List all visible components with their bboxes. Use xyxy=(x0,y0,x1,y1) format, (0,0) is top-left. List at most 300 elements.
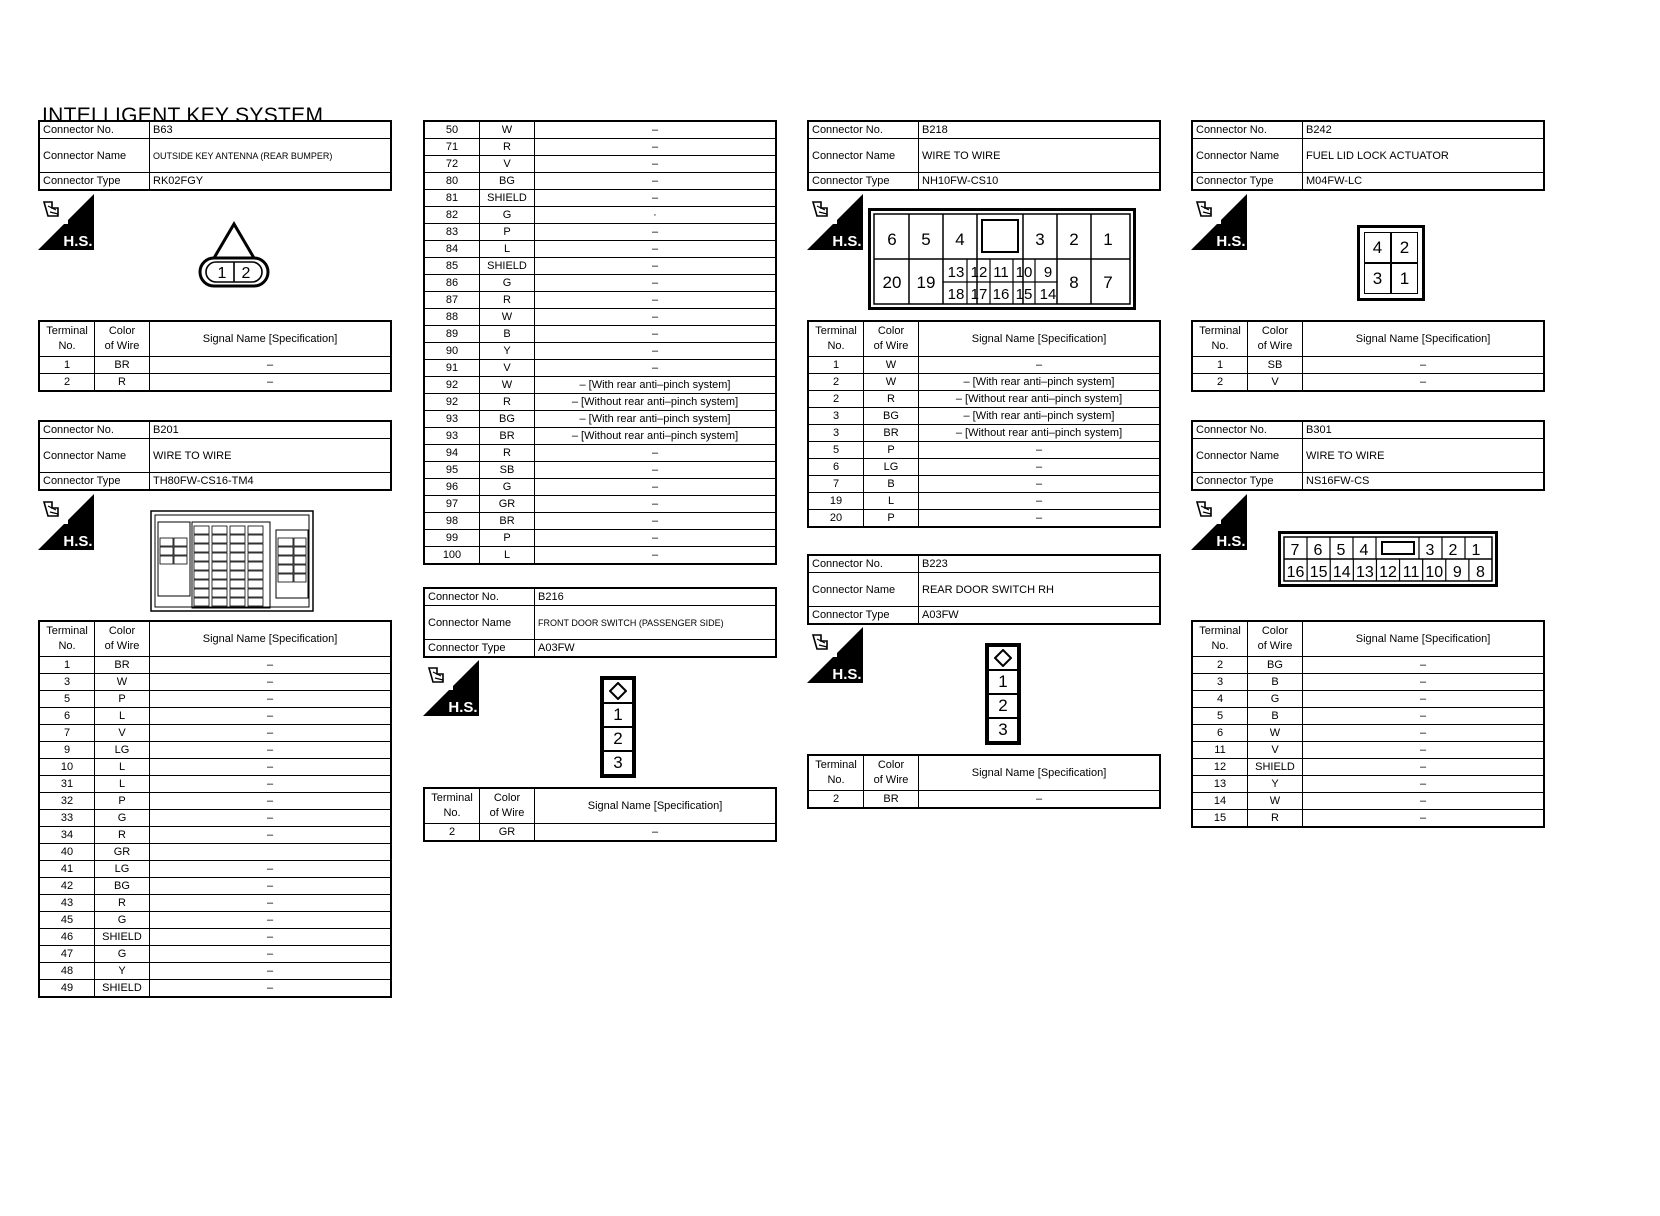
signal-name: – [Without rear anti–pinch system] xyxy=(535,394,777,411)
pin-label: 3 xyxy=(1364,263,1391,294)
wire-color: V xyxy=(480,156,535,173)
table-row xyxy=(424,394,776,411)
header-signal: Signal Name [Specification] xyxy=(535,788,777,824)
terminal-no: 86 xyxy=(424,275,480,292)
signal-name: – xyxy=(535,224,777,241)
signal-name: – [Without rear anti–pinch system] xyxy=(919,425,1161,442)
pin-label: 2 xyxy=(603,727,633,751)
pin-label: 1 xyxy=(1103,230,1113,249)
signal-name: – xyxy=(150,980,392,998)
table-row xyxy=(39,357,391,374)
wire-color: BR xyxy=(95,357,150,374)
wire-color: L xyxy=(864,493,919,510)
table-row xyxy=(39,725,391,742)
pin-label: 6 xyxy=(1313,542,1323,559)
table-row xyxy=(39,980,391,998)
hs-label: H.S. xyxy=(63,233,93,250)
terminal-no: 1 xyxy=(1192,357,1248,374)
wire-color: G xyxy=(1248,691,1303,708)
pin-label: 2 xyxy=(1448,542,1458,559)
hs-label: H.S. xyxy=(1216,533,1246,550)
signal-name: – xyxy=(535,173,777,190)
signal-name: – xyxy=(1303,374,1545,392)
signal-name: – xyxy=(919,459,1161,476)
signal-name: – xyxy=(535,326,777,343)
wire-color: P xyxy=(95,691,150,708)
wire-color: SB xyxy=(1248,357,1303,374)
connector-b63-face xyxy=(196,220,272,290)
terminal-no: 1 xyxy=(39,357,95,374)
wire-color: R xyxy=(864,391,919,408)
wire-color: G xyxy=(480,207,535,224)
signal-name: – xyxy=(919,493,1161,510)
table-row xyxy=(1192,793,1544,810)
connector-b216-info xyxy=(423,587,777,658)
wire-color: R xyxy=(1248,810,1303,828)
signal-name: – xyxy=(150,878,392,895)
header-signal: Signal Name [Specification] xyxy=(919,321,1161,357)
connector-b63-terminals xyxy=(38,320,392,392)
pin-label: 16 xyxy=(1286,564,1305,581)
hs-label: H.S. xyxy=(832,233,862,250)
table-row xyxy=(424,547,776,565)
table-row xyxy=(1192,742,1544,759)
table-row xyxy=(808,425,1160,442)
label: Connector No. xyxy=(808,555,919,573)
terminal-no: 9 xyxy=(39,742,95,759)
wire-color: W xyxy=(480,309,535,326)
label: Connector Type xyxy=(808,173,919,191)
connector-name: WIRE TO WIRE xyxy=(1303,439,1545,473)
table-row xyxy=(39,708,391,725)
table-row xyxy=(39,776,391,793)
label: Connector No. xyxy=(808,121,919,139)
table-row xyxy=(424,513,776,530)
pin-label: 3 xyxy=(1425,542,1435,559)
wire-color: SHIELD xyxy=(95,980,150,998)
wire-color: Y xyxy=(1248,776,1303,793)
label: Connector Name xyxy=(808,139,919,173)
terminal-no: 41 xyxy=(39,861,95,878)
signal-name: – xyxy=(1303,793,1545,810)
wire-color: Y xyxy=(480,343,535,360)
table-row xyxy=(808,391,1160,408)
table-row xyxy=(808,442,1160,459)
header-terminal: Terminal No. xyxy=(39,621,95,657)
connector-no: B218 xyxy=(919,121,1161,139)
signal-name: – xyxy=(150,912,392,929)
wire-color: GR xyxy=(480,496,535,513)
pin-label: 13 xyxy=(947,264,965,281)
wire-color: BR xyxy=(864,791,919,809)
signal-name: – xyxy=(150,725,392,742)
pin-label: 9 xyxy=(1452,564,1462,581)
pin-label: 4 xyxy=(955,230,965,249)
terminal-no: 14 xyxy=(1192,793,1248,810)
wire-color: SB xyxy=(480,462,535,479)
table-row xyxy=(424,343,776,360)
pin-label: 17 xyxy=(970,286,988,303)
hs-harness-icon xyxy=(423,660,479,716)
terminal-no: 100 xyxy=(424,547,480,565)
connector-name: FUEL LID LOCK ACTUATOR xyxy=(1303,139,1545,173)
terminal-no: 99 xyxy=(424,530,480,547)
pin-label: 5 xyxy=(1336,542,1346,559)
connector-b223-terminals xyxy=(807,754,1161,809)
signal-name: – xyxy=(150,374,392,392)
terminal-no: 93 xyxy=(424,411,480,428)
signal-name: – xyxy=(535,190,777,207)
terminal-no: 2 xyxy=(424,824,480,842)
signal-name: – xyxy=(150,810,392,827)
label: Connector Name xyxy=(39,439,150,473)
label: Connector No. xyxy=(39,121,150,139)
terminal-no: 2 xyxy=(39,374,95,392)
table-row xyxy=(808,374,1160,391)
label: Connector Name xyxy=(808,573,919,607)
terminal-no: 40 xyxy=(39,844,95,861)
connector-name: WIRE TO WIRE xyxy=(150,439,392,473)
connector-b218-info xyxy=(807,120,1161,191)
connector-b218-terminals xyxy=(807,320,1161,528)
connector-b242-face xyxy=(1357,225,1425,301)
terminal-no: 81 xyxy=(424,190,480,207)
pin-label: 3 xyxy=(988,718,1018,742)
terminal-no: 2 xyxy=(808,374,864,391)
wire-color: W xyxy=(864,357,919,374)
table-row xyxy=(424,462,776,479)
signal-name: – xyxy=(1303,742,1545,759)
wire-color: G xyxy=(95,946,150,963)
wire-color: L xyxy=(95,759,150,776)
label: Connector Type xyxy=(808,607,919,625)
label: Connector Type xyxy=(39,173,150,191)
table-row xyxy=(39,827,391,844)
wire-color: P xyxy=(95,793,150,810)
terminal-no: 93 xyxy=(424,428,480,445)
wire-color: BR xyxy=(480,428,535,445)
wire-color: P xyxy=(480,224,535,241)
signal-name: – xyxy=(535,343,777,360)
pin-label: 12 xyxy=(1379,564,1397,581)
connector-name: FRONT DOOR SWITCH (PASSENGER SIDE) xyxy=(535,606,777,640)
terminal-no: 84 xyxy=(424,241,480,258)
signal-name: – xyxy=(535,462,777,479)
signal-name: – xyxy=(1303,810,1545,828)
hs-harness-icon xyxy=(1191,194,1247,250)
wire-color: LG xyxy=(95,742,150,759)
signal-name: – [Without rear anti–pinch system] xyxy=(919,391,1161,408)
table-row xyxy=(808,459,1160,476)
signal-name: – xyxy=(150,827,392,844)
terminal-no: 92 xyxy=(424,394,480,411)
pin-label: 7 xyxy=(1290,542,1300,559)
terminal-no: 98 xyxy=(424,513,480,530)
terminal-no: 3 xyxy=(1192,674,1248,691)
table-row xyxy=(424,207,776,224)
table-row xyxy=(424,360,776,377)
signal-name: – xyxy=(535,479,777,496)
wire-color: W xyxy=(95,674,150,691)
table-row xyxy=(39,657,391,674)
hs-harness-icon xyxy=(38,494,94,550)
table-row xyxy=(424,190,776,207)
terminal-no: 33 xyxy=(39,810,95,827)
pin-label: 5 xyxy=(921,230,931,249)
terminal-no: 96 xyxy=(424,479,480,496)
pin-label: 4 xyxy=(1359,542,1369,559)
signal-name: – xyxy=(150,657,392,674)
signal-name: – xyxy=(535,121,777,139)
header-color: Color of Wire xyxy=(480,788,535,824)
connector-no: B63 xyxy=(150,121,392,139)
terminal-no: 48 xyxy=(39,963,95,980)
signal-name: – xyxy=(150,946,392,963)
wire-color: BG xyxy=(480,173,535,190)
terminal-no: 83 xyxy=(424,224,480,241)
connector-type: NS16FW-CS xyxy=(1303,473,1545,491)
table-row xyxy=(39,861,391,878)
hs-harness-icon xyxy=(807,194,863,250)
pin-label: 3 xyxy=(603,751,633,775)
terminal-no: 80 xyxy=(424,173,480,190)
pin-label: 4 xyxy=(1364,232,1391,263)
signal-name: – xyxy=(150,357,392,374)
wire-color: R xyxy=(480,394,535,411)
table-row xyxy=(424,139,776,156)
table-row xyxy=(1192,657,1544,674)
wire-color: L xyxy=(480,241,535,258)
header-terminal: Terminal No. xyxy=(808,755,864,791)
terminal-no: 92 xyxy=(424,377,480,394)
table-row xyxy=(39,793,391,810)
signal-name: – xyxy=(919,510,1161,528)
pin-label: 19 xyxy=(916,273,936,292)
signal-name: – [With rear anti–pinch system] xyxy=(919,408,1161,425)
label: Connector Type xyxy=(1192,473,1303,491)
signal-name: – xyxy=(150,708,392,725)
signal-name: – xyxy=(1303,674,1545,691)
pin-label: 14 xyxy=(1332,564,1351,581)
signal-name: – xyxy=(535,496,777,513)
terminal-no: 49 xyxy=(39,980,95,998)
terminal-no: 3 xyxy=(39,674,95,691)
terminal-no: 46 xyxy=(39,929,95,946)
signal-name: – xyxy=(1303,759,1545,776)
pin-label: 13 xyxy=(1355,564,1374,581)
connector-b216-face xyxy=(600,676,636,778)
label: Connector Type xyxy=(39,473,150,491)
wire-color: R xyxy=(95,827,150,844)
signal-name: – xyxy=(150,929,392,946)
terminal-no: 34 xyxy=(39,827,95,844)
table-row xyxy=(808,408,1160,425)
wire-color: W xyxy=(864,374,919,391)
table-row xyxy=(424,241,776,258)
connector-b63-info xyxy=(38,120,392,191)
signal-name: – xyxy=(535,156,777,173)
terminal-no: 89 xyxy=(424,326,480,343)
wire-color: R xyxy=(480,292,535,309)
wire-color: BG xyxy=(864,408,919,425)
terminal-no: 47 xyxy=(39,946,95,963)
pin-label: 18 xyxy=(947,286,965,303)
signal-name: – [With rear anti–pinch system] xyxy=(535,377,777,394)
table-row xyxy=(1192,725,1544,742)
wire-color: G xyxy=(95,810,150,827)
table-row xyxy=(424,121,776,139)
table-row xyxy=(424,292,776,309)
connector-b242-terminals xyxy=(1191,320,1545,392)
terminal-no: 5 xyxy=(1192,708,1248,725)
terminal-no: 85 xyxy=(424,258,480,275)
signal-name: – xyxy=(1303,357,1545,374)
signal-name: – xyxy=(535,241,777,258)
signal-name: – xyxy=(1303,708,1545,725)
label: Connector No. xyxy=(1192,421,1303,439)
terminal-no: 20 xyxy=(808,510,864,528)
pin-label: 15 xyxy=(1015,286,1033,303)
signal-name xyxy=(150,844,392,861)
terminal-no: 43 xyxy=(39,895,95,912)
header-signal: Signal Name [Specification] xyxy=(1303,621,1545,657)
terminal-no: 11 xyxy=(1192,742,1248,759)
table-row xyxy=(1192,374,1544,392)
terminal-no: 50 xyxy=(424,121,480,139)
pin-label: 6 xyxy=(887,230,897,249)
wire-color: SHIELD xyxy=(480,190,535,207)
signal-name: – xyxy=(535,275,777,292)
hs-label: H.S. xyxy=(63,533,93,550)
signal-name: – xyxy=(919,476,1161,493)
header-signal: Signal Name [Specification] xyxy=(919,755,1161,791)
wire-color: B xyxy=(1248,708,1303,725)
header-color: Color of Wire xyxy=(1248,621,1303,657)
table-row xyxy=(39,963,391,980)
hs-label: H.S. xyxy=(1216,233,1246,250)
wire-color: BG xyxy=(95,878,150,895)
signal-name: – xyxy=(150,963,392,980)
label: Connector Name xyxy=(39,139,150,173)
wire-color: BR xyxy=(864,425,919,442)
wire-color: V xyxy=(1248,742,1303,759)
pin-label: 1 xyxy=(217,265,227,282)
signal-name: – xyxy=(1303,691,1545,708)
connector-b301-terminals xyxy=(1191,620,1545,828)
connector-name: OUTSIDE KEY ANTENNA (REAR BUMPER) xyxy=(150,139,392,173)
signal-name: – [Without rear anti–pinch system] xyxy=(535,428,777,445)
signal-name: – xyxy=(150,674,392,691)
table-row xyxy=(1192,708,1544,725)
terminal-no: 12 xyxy=(1192,759,1248,776)
wire-color: W xyxy=(1248,725,1303,742)
signal-name: – xyxy=(535,530,777,547)
signal-name: – xyxy=(535,445,777,462)
table-row xyxy=(424,445,776,462)
table-row xyxy=(424,411,776,428)
table-row xyxy=(424,428,776,445)
connector-no: B216 xyxy=(535,588,777,606)
pin-label: 8 xyxy=(1475,564,1485,581)
connector-b223-face xyxy=(985,643,1021,745)
table-row xyxy=(808,791,1160,809)
connector-b301-face xyxy=(1278,531,1498,587)
wire-color: L xyxy=(480,547,535,565)
header-color: Color of Wire xyxy=(1248,321,1303,357)
wire-color: R xyxy=(480,445,535,462)
terminal-no: 2 xyxy=(1192,374,1248,392)
terminal-no: 6 xyxy=(808,459,864,476)
terminal-no: 72 xyxy=(424,156,480,173)
terminal-no: 32 xyxy=(39,793,95,810)
label: Connector Name xyxy=(424,606,535,640)
signal-name: – [With rear anti–pinch system] xyxy=(919,374,1161,391)
signal-name: – xyxy=(1303,725,1545,742)
pin-label: 2 xyxy=(988,694,1018,718)
table-row xyxy=(424,326,776,343)
connector-no: B301 xyxy=(1303,421,1545,439)
pin-label: 12 xyxy=(970,264,988,281)
pin-label: 10 xyxy=(1425,564,1444,581)
connector-type: A03FW xyxy=(919,607,1161,625)
signal-name: – xyxy=(919,791,1161,809)
wire-color: V xyxy=(95,725,150,742)
signal-name: · xyxy=(535,207,777,224)
pin-label: 15 xyxy=(1309,564,1328,581)
header-terminal: Terminal No. xyxy=(39,321,95,357)
pin-label: 2 xyxy=(241,265,251,282)
hs-label: H.S. xyxy=(832,666,862,683)
connector-b301-info xyxy=(1191,420,1545,491)
signal-name: – xyxy=(535,360,777,377)
terminal-no: 95 xyxy=(424,462,480,479)
label: Connector Name xyxy=(1192,139,1303,173)
signal-name: – xyxy=(535,258,777,275)
table-row xyxy=(424,275,776,292)
terminal-no: 1 xyxy=(39,657,95,674)
terminal-no: 2 xyxy=(808,791,864,809)
table-row xyxy=(39,674,391,691)
terminal-no: 15 xyxy=(1192,810,1248,828)
table-row xyxy=(424,224,776,241)
signal-name: – xyxy=(150,861,392,878)
wire-color: GR xyxy=(480,824,535,842)
wire-color: GR xyxy=(95,844,150,861)
table-row xyxy=(39,844,391,861)
terminal-no: 13 xyxy=(1192,776,1248,793)
connector-name: REAR DOOR SWITCH RH xyxy=(919,573,1161,607)
header-signal: Signal Name [Specification] xyxy=(150,321,392,357)
terminal-no: 7 xyxy=(39,725,95,742)
wire-color: P xyxy=(864,510,919,528)
pin-label: 16 xyxy=(992,286,1010,303)
signal-name: – xyxy=(535,309,777,326)
connector-type: A03FW xyxy=(535,640,777,658)
signal-name: – xyxy=(150,742,392,759)
wire-color: V xyxy=(480,360,535,377)
connector-b216-terminals xyxy=(423,787,777,842)
wire-color: W xyxy=(480,377,535,394)
wire-color: SHIELD xyxy=(480,258,535,275)
table-row xyxy=(424,258,776,275)
pin-label: 20 xyxy=(882,273,902,292)
wire-color: BG xyxy=(1248,657,1303,674)
wire-color: BR xyxy=(95,657,150,674)
signal-name: – xyxy=(150,759,392,776)
signal-name: – xyxy=(150,691,392,708)
wire-color: BG xyxy=(480,411,535,428)
wire-color: R xyxy=(95,374,150,392)
